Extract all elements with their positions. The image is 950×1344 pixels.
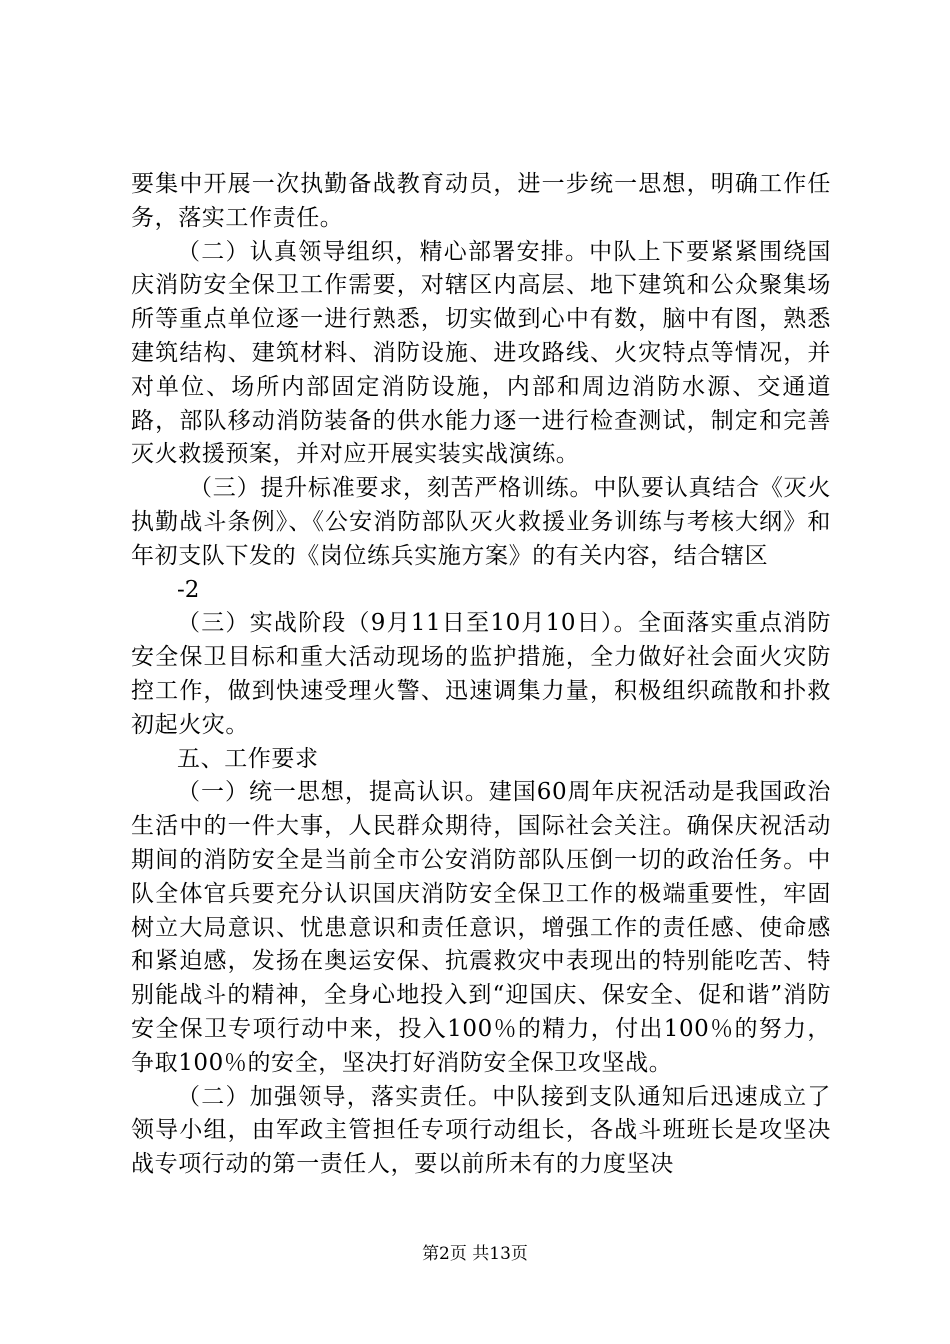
- page-footer: 第2页 共13页: [422, 1244, 528, 1264]
- paragraph-requirement-2: （二）加强领导，落实责任。中队接到支队通知后迅速成立了领导小组，由军政主管担任专项行动组长，各战斗班班长是攻坚决战专项行动的第一责任人，要以前所未有的力度坚决: [131, 1083, 831, 1178]
- page-break-marker: -2: [177, 576, 200, 603]
- document-body: [131, 168, 831, 1182]
- paragraph-section-2: （二）认真领导组织，精心部署安排。中队上下要紧紧围绕国庆消防安全保卫工作需要，对辖区内高层、地下建筑和公众聚集场所等重点单位逐一进行熟悉，切实做到心中有数，脑中有图，熟悉建筑结构、建筑材料、消防设施、进攻路线、火灾特点等情况，并对单位、场所内部固定消防设施，内部和周边消防水源、交通道路，部队移动消防装备的供水能力逐一进行检查测试，制定和完善灭火救援预案，并对应开展实装实战演练。: [131, 238, 831, 468]
- paragraph-section-3: （三）提升标准要求，刻苦严格训练。中队要认真结合《灭火执勤战斗条例》、《公安消防部队灭火救援业务训练与考核大纲》和年初支队下发的《岗位练兵实施方案》的有关内容，结合辖区: [131, 475, 831, 569]
- paragraph-combat-stage: （三）实战阶段（9月11日至10月10日）。全面落实重点消防安全保卫目标和重大活动现场的监护措施，全力做好社会面火灾防控工作，做到快速受理火警、迅速调集力量，积极组织疏散和扑救初起火灾。: [131, 610, 831, 738]
- paragraph-continuation: 要集中开展一次执勤备战教育动员，进一步统一思想，明确工作任务，落实工作责任。: [131, 171, 831, 231]
- section-heading-work-requirements: 五、工作要求: [177, 745, 319, 772]
- paragraph-requirement-1: （一）统一思想，提高认识。建国60周年庆祝活动是我国政治生活中的一件大事，人民群众期待，国际社会关注。确保庆祝活动期间的消防安全是当前全市公安消防部队压倒一切的政治任务。中队全体官兵要充分认识国庆消防安全保卫工作的极端重要性，牢固树立大局意识、忧患意识和责任意识，增强工作的责任感、使命感和紧迫感，发扬在奥运安保、抗震救灾中表现出的特别能吃苦、特别能战斗的精神，全身心地投入到“迎国庆、保安全、促和谐”消防安全保卫专项行动中来，投入100％的精力，付出100％的努力，争取100％的安全，坚决打好消防安全保卫攻坚战。: [131, 779, 831, 1076]
